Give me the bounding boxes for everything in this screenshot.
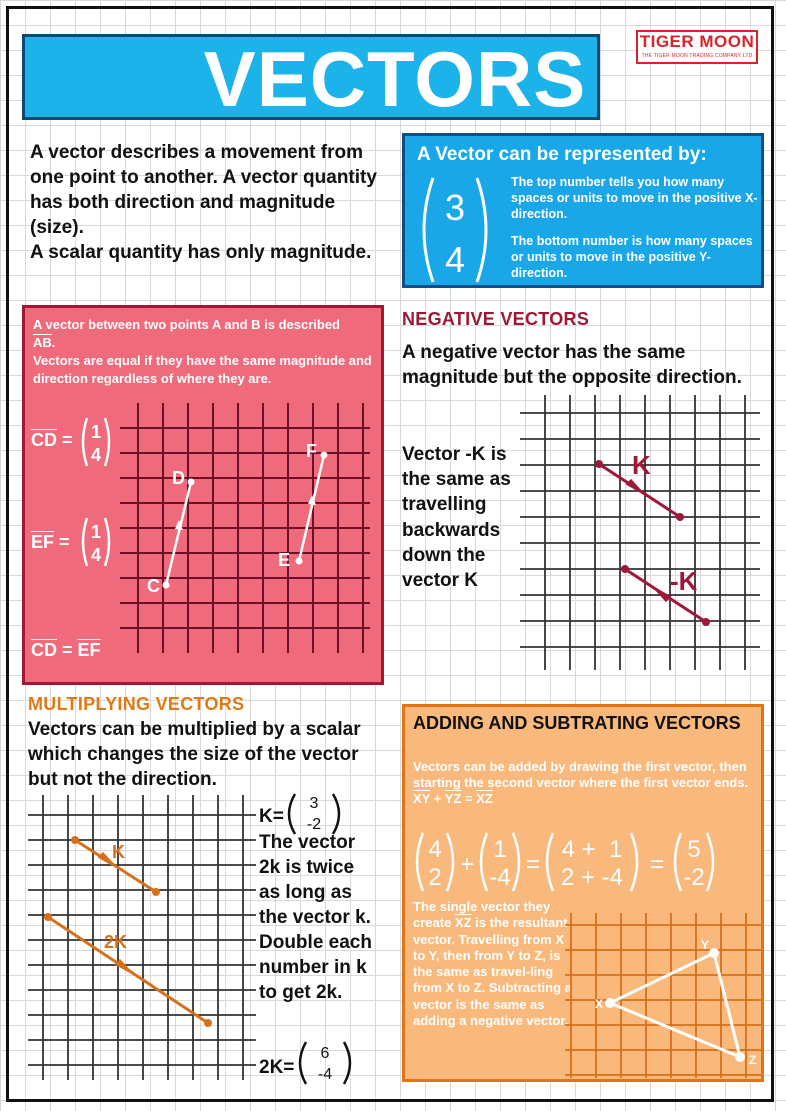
point-z xyxy=(735,1052,745,1062)
equal-vectors-box xyxy=(22,305,384,685)
bottom-number-note: The bottom number is how many spaces or units to move in the positive Y-direction. xyxy=(511,234,753,280)
sum-bottom: 2 + -4 xyxy=(560,864,624,891)
graph-2k-label: 2K xyxy=(104,932,128,952)
title-banner xyxy=(22,34,600,123)
result-bottom: -2 xyxy=(683,864,705,891)
k-label: K xyxy=(632,450,651,480)
vector-k-small-arrow xyxy=(100,854,112,864)
result-top: 5 xyxy=(687,836,701,863)
2k-equals-label: 2K= xyxy=(259,1057,295,1078)
adding-vectors-heading: ADDING AND SUBTRATING VECTORS xyxy=(413,713,741,733)
v2-top: 1 xyxy=(493,836,507,863)
2k-bottom: -4 xyxy=(317,1066,333,1083)
intro-text xyxy=(30,140,380,265)
described-text: A vector between two points A and B is described xyxy=(33,317,340,332)
equal-vectors-graph xyxy=(25,308,381,682)
cd-bottom: 4 xyxy=(90,445,102,465)
neg-k-label: -K xyxy=(670,566,698,596)
right-bracket xyxy=(477,178,486,282)
xy-notation: $\overline{XY}$ xyxy=(413,791,431,806)
negative-grid xyxy=(520,395,760,670)
multiplying-vectors-text: Vectors can be multiplied by a scalar which changes the size of the vector but not the direction. xyxy=(28,719,361,790)
sum-top: 4 + 1 xyxy=(561,836,623,863)
2k-top: 6 xyxy=(320,1045,330,1062)
equal-definition: Vectors are equal if they have the same magnitude and direction regardless of where they are. xyxy=(33,353,372,386)
adding-description: Vectors can be added by drawing the first vector, then starting the second vector where the first vector ends. xyxy=(413,759,749,790)
resultant-explanation: The single vector they create $\overline{XZ}$ is the resultant vector. Travelling from X to Y, then from Y to Z, is the same as travel-ling from X to Z. Subtracting a vector is the same as adding a negative vector. xyxy=(413,899,572,1029)
vector-ef xyxy=(299,455,324,561)
vector-k-arrow xyxy=(628,481,640,491)
graph-k-label: K xyxy=(112,842,125,862)
negative-vectors-text: A negative vector has the same magnitude but the opposite direction. xyxy=(402,342,742,388)
k-bottom: -2 xyxy=(306,816,322,833)
negative-vectors-heading: NEGATIVE VECTORS xyxy=(402,309,590,329)
point-d-label: D xyxy=(172,468,185,488)
logo-subtitle: THE TIGER MOON TRADING COMPANY LTD xyxy=(641,53,753,59)
negative-vector-explanation: Vector -K is the same as travelling backwards down the vector K xyxy=(402,444,511,592)
ef-equation: $\overline{EF}$ = xyxy=(31,532,70,552)
representation-box xyxy=(402,133,764,288)
equal-vectors-text: A vector between two points A and B is described $\overline{AB}$. Vectors are equal if they have the same magnitude and direction regardless of where they are. xyxy=(33,317,372,386)
adding-vectors-text: Vectors can be added by drawing the first vector, then starting the second vector where the first vector ends. $\overline{XY} + \overline{YZ} = \overline{XZ}$ xyxy=(413,759,749,806)
2k-column-vector xyxy=(259,1038,379,1088)
pink-grid xyxy=(120,403,370,653)
point-e-label: E xyxy=(278,550,291,570)
triangle-graph xyxy=(565,913,763,1081)
page-title: VECTORS xyxy=(203,35,587,123)
yz-notation: $\overline{YZ}$ xyxy=(444,791,462,806)
point-c-label: C xyxy=(147,576,160,596)
y-label: Y xyxy=(701,938,710,952)
logo-name: TIGER MOON xyxy=(639,32,755,51)
adding-vectors-box xyxy=(402,704,764,1082)
cd-equation: $\overline{CD}$ = xyxy=(31,430,73,450)
plus-sign: + xyxy=(459,851,475,878)
point-f-label: F xyxy=(306,441,317,461)
z-label: Z xyxy=(749,1053,757,1067)
k-top: 3 xyxy=(309,795,319,812)
multiplying-grid xyxy=(28,795,256,1080)
equals-sign-1: = xyxy=(525,851,541,878)
vector-top-number: 3 xyxy=(444,187,466,228)
brand-logo xyxy=(636,30,758,64)
column-vector-3-4 xyxy=(415,176,495,284)
vector-bottom-number: 4 xyxy=(444,239,466,280)
cd-equals-ef: $\overline{CD} = \overline{EF}$ xyxy=(31,640,101,660)
negative-vectors-graph xyxy=(520,395,760,675)
intro-paragraph-1: A vector describes a movement from one point to another. A vector quantity has both direction and magnitude (size). xyxy=(30,142,377,238)
xz-notation: $\overline{XZ}$ xyxy=(476,791,493,806)
representation-title: A Vector can be represented by: xyxy=(417,144,707,165)
k-equals-label: K= xyxy=(259,806,284,827)
multiplying-graph xyxy=(28,795,258,1085)
x-label: X xyxy=(595,997,604,1011)
point-y xyxy=(709,948,719,958)
point-x xyxy=(605,998,615,1008)
v1-top: 4 xyxy=(428,836,442,863)
xz-resultant: $\overline{XZ}$ xyxy=(454,915,472,931)
cd-top: 1 xyxy=(90,422,102,442)
v1-bottom: 2 xyxy=(428,864,442,891)
v2-bottom: -4 xyxy=(489,864,511,891)
intro-paragraph-2: A scalar quantity has only magnitude. xyxy=(30,242,372,263)
ef-top: 1 xyxy=(90,522,102,542)
equals-sign-2: = xyxy=(649,851,665,878)
addition-equation xyxy=(411,827,761,897)
multiplying-vectors-heading: MULTIPLYING VECTORS xyxy=(28,694,245,714)
top-number-note: The top number tells you how many spaces or units to move in the positive X-direction. xyxy=(511,175,758,221)
left-bracket xyxy=(424,178,433,282)
multiplying-explanation: The vector 2k is twice as long as the vector k. Double each number in k to get 2k. xyxy=(259,832,372,1003)
ab-notation: $\overline{AB}$ xyxy=(33,335,52,350)
ef-bottom: 4 xyxy=(90,545,102,565)
